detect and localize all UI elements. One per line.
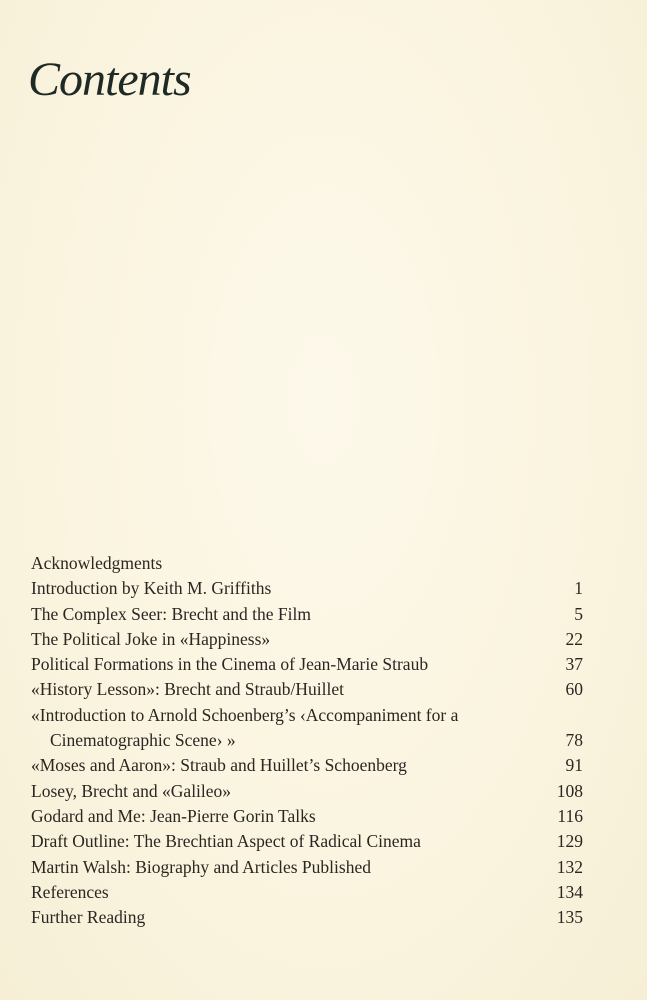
- toc-entry-title: The Complex Seer: Brecht and the Film: [31, 603, 311, 624]
- toc-entry: [31, 880, 583, 905]
- toc-entry: [31, 627, 583, 652]
- toc-entry: [31, 576, 583, 601]
- toc-entry-page: 5: [574, 603, 583, 624]
- page-title: Contents: [28, 53, 191, 106]
- toc-entry-page: 78: [565, 730, 583, 751]
- toc-entry-title: Further Reading: [31, 907, 146, 928]
- toc-entry: [31, 652, 583, 677]
- toc-entry-page: 60: [565, 679, 583, 700]
- toc-entry: [31, 829, 583, 854]
- toc-entry-page: 129: [556, 831, 583, 852]
- toc-entry-page: 135: [556, 907, 583, 928]
- toc-entry-page: 108: [556, 780, 583, 801]
- toc-entry: [31, 753, 583, 778]
- toc-entry: [31, 855, 583, 880]
- toc-entry: [31, 905, 583, 930]
- toc-entry-page: 116: [557, 805, 583, 826]
- toc-entry-title: Martin Walsh: Biography and Articles Published: [31, 856, 371, 877]
- toc-entry-continuation: [31, 728, 583, 753]
- toc-entry-title: The Political Joke in «Happiness»: [31, 628, 271, 649]
- toc-entry-title: Acknowledgments: [31, 553, 163, 573]
- toc-entry-title: «Introduction to Arnold Schoenberg’s ‹Accompaniment for a: [31, 704, 459, 725]
- toc-entry-page: 134: [556, 881, 583, 902]
- toc-entry-title: Cinematographic Scene› »: [50, 730, 236, 751]
- toc-entry-title: Political Formations in the Cinema of Jean-Marie Straub: [31, 654, 429, 675]
- toc-entry-page: 37: [565, 654, 583, 675]
- toc-entry-page: 22: [565, 628, 583, 649]
- toc-entry: [31, 804, 583, 829]
- toc-entry-page: 1: [574, 578, 583, 599]
- toc-entry-title: «Moses and Aaron»: Straub and Huillet’s Schoenberg: [31, 755, 407, 776]
- toc-entry-title: Draft Outline: The Brechtian Aspect of Radical Cinema: [31, 831, 421, 852]
- toc-entry-page: 132: [556, 856, 583, 877]
- toc-entry: [31, 677, 583, 702]
- toc-entry-title: References: [31, 881, 109, 902]
- toc-entry-page: 91: [565, 755, 583, 776]
- toc-entry-title: Losey, Brecht and «Galileo»: [31, 780, 232, 801]
- toc-entry-title: «History Lesson»: Brecht and Straub/Huillet: [31, 679, 345, 700]
- toc-entry: [31, 779, 583, 804]
- toc-entry: [31, 551, 583, 576]
- table-of-contents: [31, 551, 583, 930]
- toc-entry: [31, 602, 583, 627]
- toc-entry-title: Godard and Me: Jean-Pierre Gorin Talks: [31, 805, 316, 826]
- toc-entry-title: Introduction by Keith M. Griffiths: [31, 578, 272, 599]
- toc-entry: [31, 703, 583, 728]
